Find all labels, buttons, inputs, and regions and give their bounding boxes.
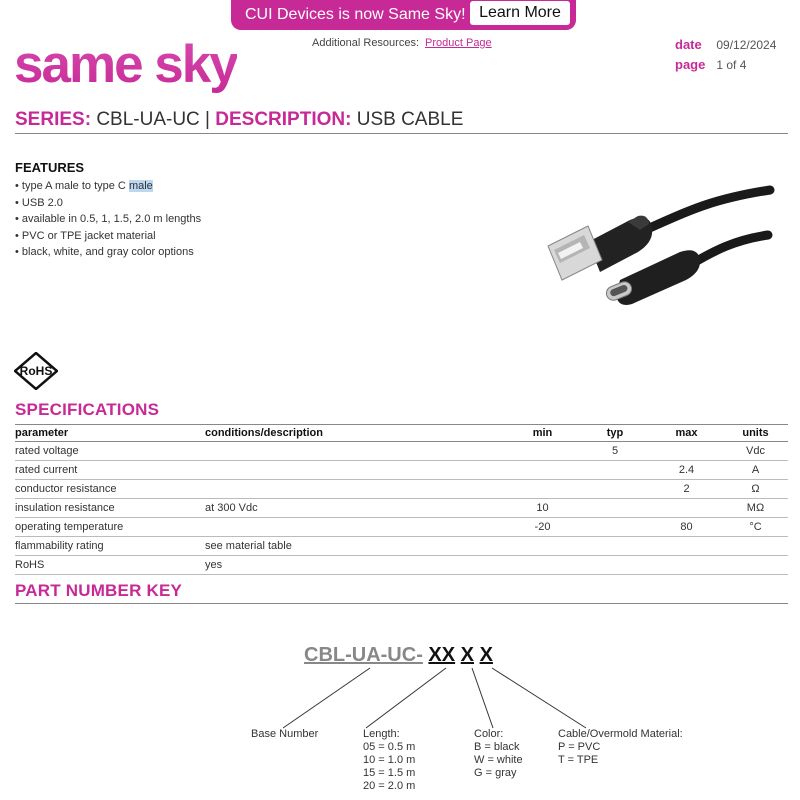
features-title: FEATURES (15, 160, 85, 175)
column-header: typ (580, 425, 650, 442)
color-title: Color: (474, 728, 504, 740)
learn-more-button[interactable]: Learn More (470, 1, 570, 25)
table-cell: Ω (723, 480, 788, 499)
table-cell: rated voltage (15, 442, 205, 461)
table-cell: °C (723, 518, 788, 537)
same-sky-logo[interactable]: same sky (14, 35, 237, 94)
table-cell: 2.4 (650, 461, 723, 480)
selected-text[interactable]: male (128, 180, 153, 192)
table-cell: yes (205, 556, 505, 575)
page-label: page (675, 57, 706, 72)
material-option: P = PVC (558, 741, 601, 753)
length-option: 15 = 1.5 m (363, 767, 416, 779)
feature-item: • PVC or TPE jacket material (15, 228, 201, 245)
feature-item: • type A male to type C male (15, 178, 201, 195)
column-header: units (723, 425, 788, 442)
column-header: max (650, 425, 723, 442)
table-cell: conductor resistance (15, 480, 205, 499)
banner-text: CUI Devices is now Same Sky! (245, 6, 466, 23)
color-option: B = black (474, 741, 520, 753)
description-value: USB CABLE (356, 109, 464, 130)
part-base-number: CBL-UA-UC- (304, 644, 423, 666)
color-option: W = white (474, 754, 523, 766)
column-header: min (505, 425, 580, 442)
table-cell: MΩ (723, 499, 788, 518)
series-value: CBL-UA-UC (96, 109, 200, 130)
material-option: T = TPE (558, 754, 599, 766)
table-cell: see material table (205, 537, 505, 556)
color-code: X (460, 644, 475, 666)
color-option: G = gray (474, 767, 517, 779)
table-cell: Vdc (723, 442, 788, 461)
table-cell: 2 (650, 480, 723, 499)
table-cell: -20 (505, 518, 580, 537)
table-cell: insulation resistance (15, 499, 205, 518)
color-key (474, 728, 523, 780)
length-key (363, 728, 415, 793)
table-cell: operating temperature (15, 518, 205, 537)
material-key (558, 728, 683, 767)
table-cell: RoHS (15, 556, 205, 575)
date-label: date (675, 37, 702, 52)
material-code: X (479, 644, 493, 666)
table-cell: rated current (15, 461, 205, 480)
table-cell: flammability rating (15, 537, 205, 556)
base-number-label: Base Number (251, 728, 319, 740)
table-cell: 5 (580, 442, 650, 461)
svg-text:RoHS: RoHS (19, 364, 53, 378)
specifications-title: SPECIFICATIONS (15, 400, 160, 419)
feature-item: • available in 0.5, 1, 1.5, 2.0 m lengths (15, 211, 201, 228)
material-title: Cable/Overmold Material: (558, 728, 683, 740)
resources-label: Additional Resources: (312, 37, 420, 49)
length-code: XX (428, 644, 456, 666)
part-number-key-title: PART NUMBER KEY (15, 581, 183, 600)
length-title: Length: (363, 728, 400, 740)
table-cell: 10 (505, 499, 580, 518)
table-cell: A (723, 461, 788, 480)
length-option: 20 = 2.0 m (363, 780, 416, 792)
feature-item: • USB 2.0 (15, 195, 201, 212)
table-cell: 80 (650, 518, 723, 537)
series-label: SERIES: (15, 109, 92, 130)
page-value: 1 of 4 (716, 58, 747, 72)
column-header: parameter (15, 425, 205, 442)
feature-item: • black, white, and gray color options (15, 244, 201, 261)
length-option: 10 = 1.0 m (363, 754, 416, 766)
series-separator: | (205, 109, 210, 130)
description-label: DESCRIPTION: (215, 109, 352, 130)
product-page-link[interactable]: Product Page (425, 37, 492, 49)
column-header: conditions/description (205, 425, 505, 442)
date-value: 09/12/2024 (716, 38, 777, 52)
table-cell: at 300 Vdc (205, 499, 505, 518)
length-option: 05 = 0.5 m (363, 741, 416, 753)
